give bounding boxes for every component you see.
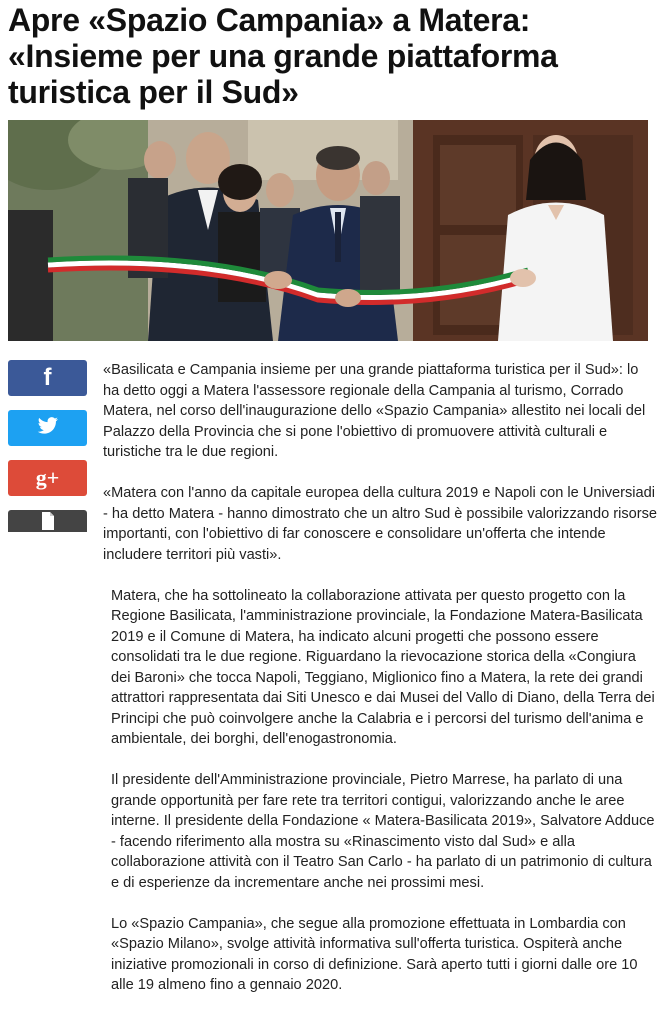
ribbon-cutting-photo bbox=[8, 120, 648, 341]
article-paragraph: Matera, che ha sottolineato la collaborazione attivata per questo progetto con la Regione Basilicata, l'amministrazione provinciale, la Fondazione Matera-Basilicata 2019 e il Comune di Matera, ha indicato alcuni progetti che possono essere consolidati tra le due regione. Riguardano la rievocazione storica della «Congiura dei Baroni» che tocca Napoli, Teggiano, Miglionico fino a Matera, la rete dei grandi attrattori rappresentata dai Siti Unesco e dai Musei del Vallo di Diano, della Terra dei Principi che può coinvolgere anche la Calabria e i percorsi del turismo dell'anima e ambientale, dei borghi, dell'enogastronomia. bbox=[111, 587, 655, 747]
print-share-button[interactable] bbox=[8, 510, 87, 532]
share-bar bbox=[8, 360, 87, 546]
article-paragraph: «Matera con l'anno da capitale europea della cultura 2019 e Napoli con le Universiadi - ha detto Matera - hanno dimostrato che un altro Sud è possibile valorizzando risorse importanti, con l'obiettivo di far conoscere e consolidare un'offerta che intende includere territori più vasti». bbox=[103, 485, 658, 563]
print-icon bbox=[40, 512, 56, 535]
article-paragraph: Lo «Spazio Campania», che segue alla promozione effettuata in Lombardia con «Spazio Milano», svolge attività informativa sull'offerta turistica. Ospiterà anche iniziative promozionali in corso di definizione. Sarà aperto tutti i giorni dalle ore 10 alle 19 almeno fino a gennaio 2020. bbox=[111, 915, 638, 993]
twitter-icon bbox=[37, 417, 59, 440]
article-headline: Apre «Spazio Campania» a Matera: «Insieme per una grande piattaforma turistica per il Sud» bbox=[8, 2, 558, 110]
google-plus-share-button[interactable] bbox=[8, 460, 87, 496]
facebook-share-button[interactable] bbox=[8, 360, 87, 396]
article-paragraph: Il presidente dell'Amministrazione provinciale, Pietro Marrese, ha parlato di una grande opportunità per fare rete tra territori contigui, valorizzando anche le aree interne. Il presidente della Fondazione « Matera-Basilicata 2019», Salvatore Adduce - facendo riferimento alla mostra su «Rinascimento visto dal Sud» e alla collaborazione attività con il Teatro San Carlo - ha parlato di un patrimonio di cultura e di esperienze da incrementare anche nei prossimi mesi. bbox=[111, 772, 655, 891]
twitter-share-button[interactable] bbox=[8, 410, 87, 446]
facebook-icon: f bbox=[43, 364, 52, 391]
article-paragraph: «Basilicata e Campania insieme per una grande piattaforma turistica per il Sud»: lo ha detto oggi a Matera l'assessore regionale della Campania al turismo, Corrado Matera, nel corso dell'inaugurazione dello «Spazio Campania» allestito nei locali del Palazzo della Provincia che si pone l'obiettivo di promuovere attività culturali e turistiche tra le due regioni. bbox=[103, 362, 646, 460]
google-plus-icon: g+ bbox=[35, 465, 60, 490]
article-body bbox=[103, 360, 658, 1016]
